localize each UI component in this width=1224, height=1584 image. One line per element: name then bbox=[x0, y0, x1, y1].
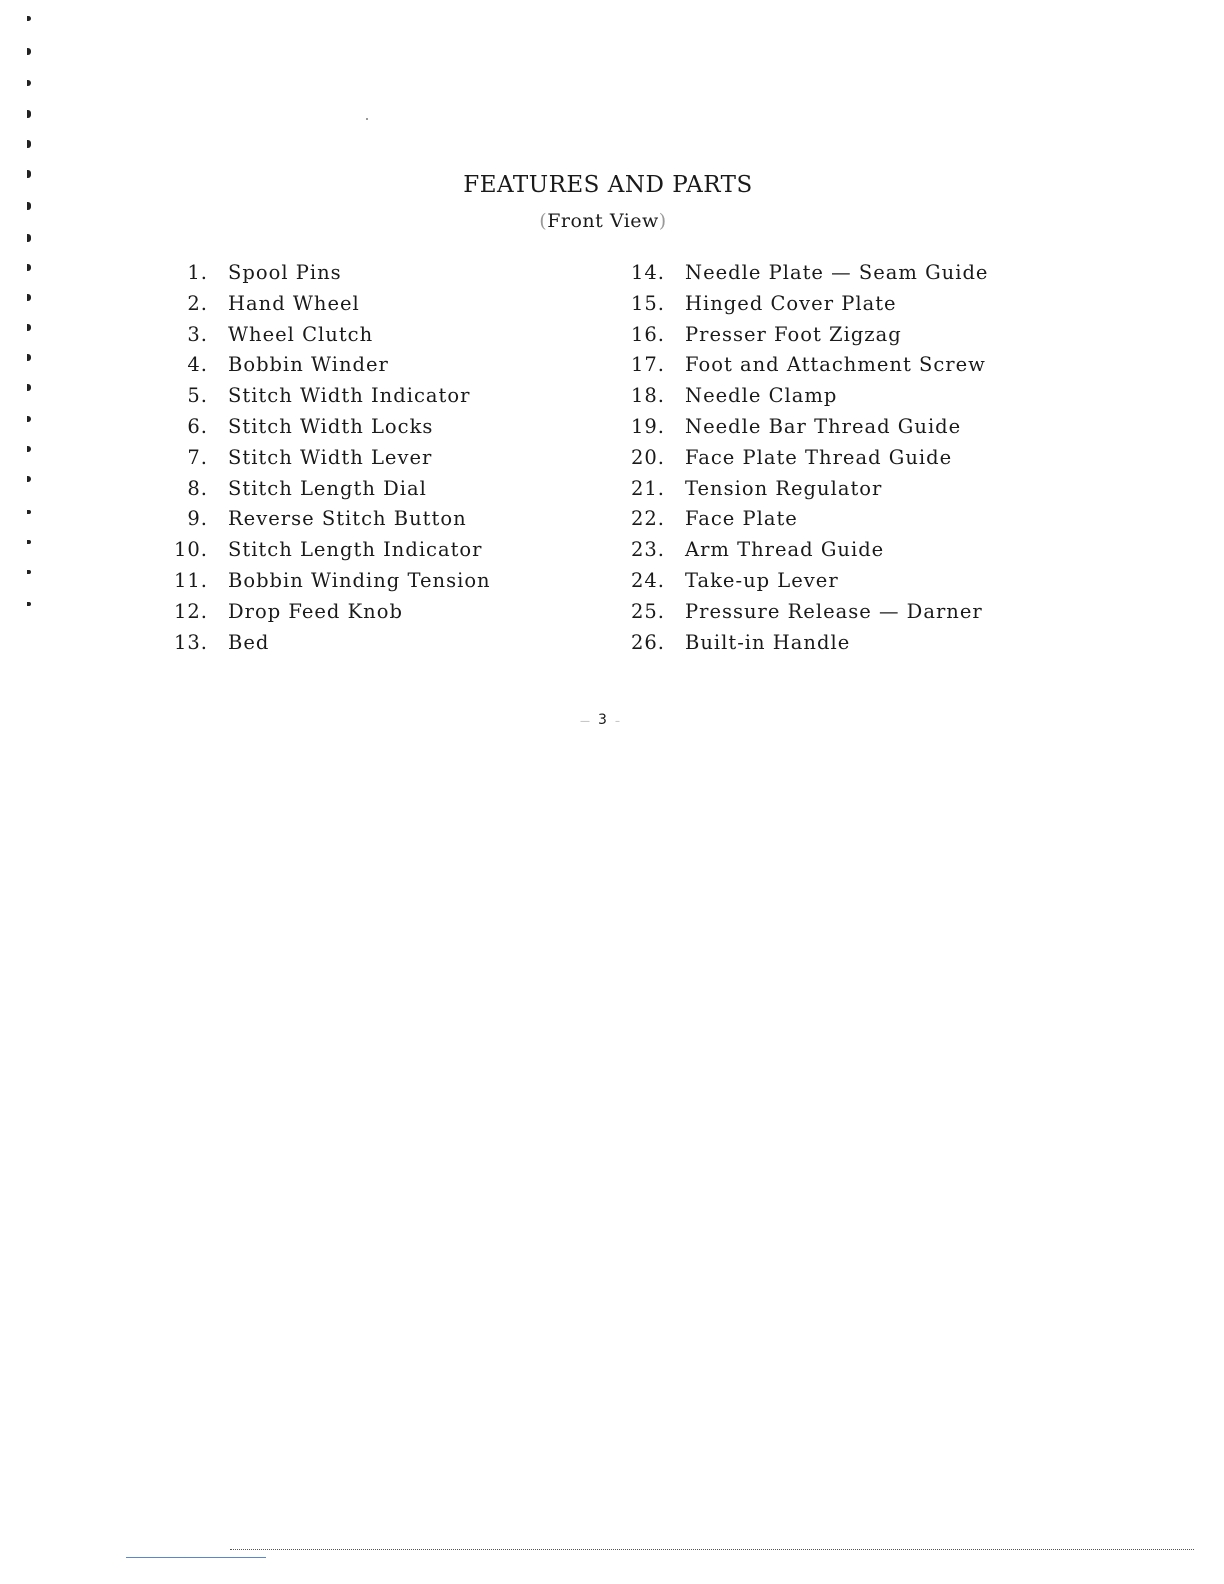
list-item: 9. Reverse Stitch Button bbox=[187, 507, 467, 531]
list-item: 15. Hinged Cover Plate bbox=[630, 291, 897, 315]
page-title: FEATURES AND PARTS bbox=[463, 172, 753, 198]
parts-list-left bbox=[170, 258, 491, 658]
list-item: 7. Stitch Width Lever bbox=[187, 445, 433, 469]
subtitle-text: Front View bbox=[547, 210, 659, 232]
list-item: 25. Pressure Release — Darner bbox=[630, 599, 983, 623]
page-number: — 3 – bbox=[580, 712, 620, 728]
list-item: 10. Stitch Length Indicator bbox=[173, 538, 483, 562]
scan-bottom-rule bbox=[230, 1549, 1194, 1550]
parts-list-right bbox=[625, 258, 988, 658]
page-subtitle: (Front View) bbox=[539, 210, 667, 232]
list-item: 13. Bed bbox=[173, 630, 270, 654]
list-item: 6. Stitch Width Locks bbox=[187, 414, 434, 438]
list-item: 16. Presser Foot Zigzag bbox=[630, 322, 902, 346]
list-item: 8. Stitch Length Dial bbox=[187, 476, 427, 500]
list-item: 24. Take-up Lever bbox=[630, 568, 839, 592]
list-item: 5. Stitch Width Indicator bbox=[187, 384, 471, 408]
scan-speck bbox=[366, 118, 368, 120]
list-item: 4. Bobbin Winder bbox=[187, 353, 389, 377]
scan-bottom-link-line bbox=[126, 1557, 266, 1558]
list-item: 19. Needle Bar Thread Guide bbox=[630, 414, 962, 438]
list-item: 26. Built-in Handle bbox=[630, 630, 851, 654]
list-item: 14. Needle Plate — Seam Guide bbox=[630, 261, 989, 284]
list-item: 23. Arm Thread Guide bbox=[630, 538, 885, 562]
list-item: 22. Face Plate bbox=[630, 507, 798, 531]
list-item: 1. Spool Pins bbox=[187, 261, 342, 284]
list-item: 11. Bobbin Winding Tension bbox=[173, 568, 491, 592]
list-item: 3. Wheel Clutch bbox=[187, 322, 374, 346]
list-item: 20. Face Plate Thread Guide bbox=[630, 445, 953, 469]
list-item: 2. Hand Wheel bbox=[187, 291, 360, 315]
list-item: 21. Tension Regulator bbox=[630, 476, 883, 500]
list-item: 18. Needle Clamp bbox=[630, 384, 838, 408]
list-item: 17. Foot and Attachment Screw bbox=[630, 353, 986, 377]
page-number-value: 3 bbox=[598, 712, 607, 728]
list-item: 12. Drop Feed Knob bbox=[173, 599, 403, 623]
